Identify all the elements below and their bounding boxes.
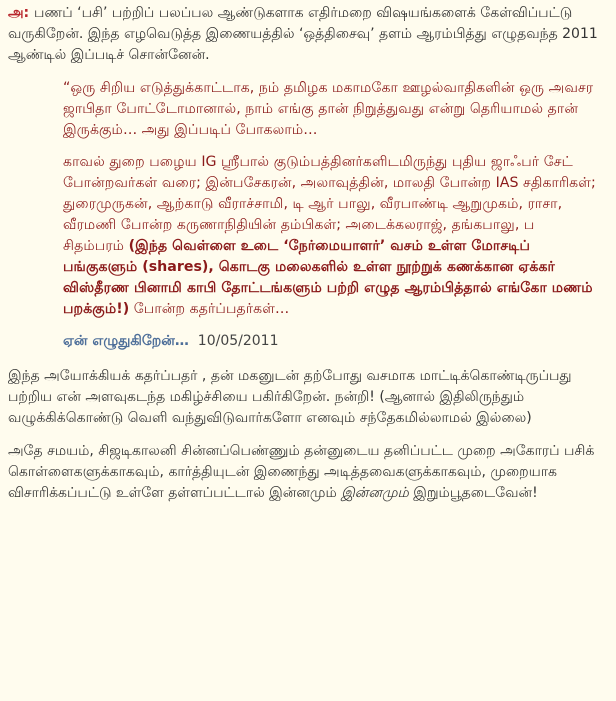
intro-paragraph bbox=[8, 3, 606, 66]
quote-p2-normal: காவல் துறை பழைய IG ஸ்ரீபால் குடும்பத்தினர்களிடமிருந்து புதிய ஜாஃபர் சேட் போன்றவர்கள் வரை; இன்பசேகரன், அலாவுத்தின், மாலதி போன்ற IAS சதிகாரிகள்; துரைமுருகன், ஆற்காடு வீராச்சாமி, டி ஆர் பாலு, வீரபாண்டி ஆறுமுகம், ராசா, வீரமணி போன்ற கருணாநிதியின் தம்பிகள்; அடைக்கலராஜ், தங்கபாலு, ப சிதம்பரம் bbox=[63, 154, 596, 254]
body-paragraph-1: இந்த அயோக்கியக் கதர்ப்பதர் , தன் மகனுடன் தற்போது வசமாக மாட்டிக்கொண்டிருப்பது பற்றிய என் அளவுகடந்த மகிழ்ச்சியை பகிர்கிறேன். நன்றி! (ஆனால் இதிலிருந்தும் வழுக்கிக்கொண்டு வெளி வந்துவிடுவார்களோ எனவும் சந்தேகமில்லாமல் இல்லை) bbox=[8, 368, 572, 426]
quote-paragraph-1: “ஒரு சிறிய எடுத்துக்காட்டாக, நம் தமிழக மகாமகோ ஊழல்வாதிகளின் ஒரு அவசர ஜாபிதா போட்டோமானால், நாம் எங்கு தான் நிறுத்துவது என்று தெரியாமல் தான் இருக்கும்… அது இப்படிப் போகலாம்… bbox=[63, 80, 594, 138]
intro-text: பணப் ‘பசி’ பற்றிப் பலப்பல ஆண்டுகளாக எதிர்மறை விஷயங்களைக் கேள்விப்பட்டு வருகிறேன். இந்த எழவெடுத்த இணையத்தில் ‘ஒத்திசைவு’ தளம் ஆரம்பித்து எழுதவந்த 2011 ஆண்டில் இப்படிச் சொன்னேன். bbox=[8, 5, 598, 63]
intro-prefix: அ: bbox=[8, 5, 35, 21]
source-link[interactable]: ஏன் எழுதுகிறேன்… bbox=[63, 333, 189, 349]
quote-p2-tail: போன்ற கதர்ப்பதர்கள்… bbox=[129, 301, 290, 317]
quote-signature bbox=[63, 331, 606, 352]
body-p2-text-b: இறும்பூதடைவேன்! bbox=[408, 485, 538, 501]
quote-p2-bold: (இந்த வெள்ளை உடை ‘நேர்மையாளர்’ வசம் உள்ள மோசடிப் பங்குகளும் (shares), கொடகு மலைகளில் உள்ள நூற்றுக் கணக்கான ஏக்கர் விஸ்தீரண பினாமி காபி தோட்டங்களும் பற்றி எழுத ஆரம்பித்தால் எங்கோ மணம் பறக்கும்!) bbox=[63, 238, 593, 317]
source-date: 10/05/2011 bbox=[197, 333, 279, 349]
blockquote bbox=[63, 78, 596, 320]
body-paragraph-2 bbox=[8, 441, 606, 504]
body-p2-text-a: அதே சமயம், சிஜடிகாலனி சின்னப்பெண்ணும் தன்னுடைய தனிப்பட்ட முறை அகோரப் பசிக் கொள்ளைகளுக்காகவும், கார்த்தியுடன் இணைந்து அடித்தவைகளுக்காகவும், முறையாக விசாரிக்கப்பட்டு உள்ளே தள்ளப்பட்டால் இன்னமும் bbox=[8, 443, 595, 501]
body-p2-italic: இன்னமும் bbox=[341, 485, 409, 501]
quote-paragraph-2 bbox=[63, 152, 596, 320]
